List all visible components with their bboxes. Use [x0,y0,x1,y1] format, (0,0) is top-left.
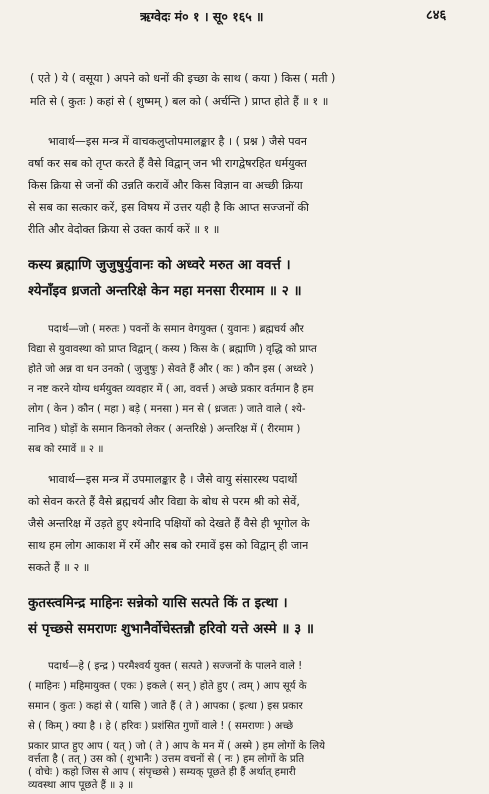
padartha-line: होते जो अन्न वा धन उनको ( जुजुषुः ) सेवते हैं और ( कः ) कौन इस ( अध्वरे ) [28,364,314,375]
padartha-line: व्यवस्था आप पूछते हैं ॥ ३ ॥ [28,780,134,791]
padartha-line: समान ( कुतः ) कहां से ( यासि ) जाते हैं ( ते ) आपका ( इत्था ) इस प्रकार [28,701,303,712]
mantra-line: सं पृच्छसे समराणः शुभानैर्वोचेस्तन्नौ हरिवो यत्ते अस्मे ॥ ३ ॥ [28,621,314,637]
padartha-line: ( वोचेः ) कहो जिस से आप ( संपृच्छसे ) सम्यक् पूछते ही हैं अर्थात् हमारी [28,767,296,778]
padartha-line: विद्या से युवावस्था को प्राप्त विद्वान् ( कस्य ) किस के ( ब्रह्माणि ) वृद्धि को प्राप्त [28,344,317,355]
bhavartha-line: सकते हैं ॥ २ ॥ [28,561,90,574]
padartha-line: ( माहिनः ) महिमायुक्त ( एकः ) इकले ( सन् ) होते हुए ( त्वम् ) आप सूर्य के [28,681,307,692]
bhavartha-line: साथ हम लोग आकाश में रमें और सब को रमावें इस को विद्वान् ही जान [28,539,309,552]
bhavartha-line: वर्षा कर सब को तृप्त करते हैं वैसे विद्वान् जन भी रागद्वेषरहित धर्मयुक्त [28,157,307,170]
padartha-line: वर्त्तता है ( तत् ) उस को ( शुभानैः ) उत्तम वचनों से ( नः ) हम लोगों के प्रति [28,754,305,765]
mantra-line: श्येनाँइव ध्रजतो अन्तरिक्षे केन महा मनसा रीरमाम ॥ २ ॥ [28,283,302,299]
text-line: मति से ( कुतः ) कहां से ( शुष्मम् ) बल को ( अर्चन्ति ) प्राप्त होते हैं ॥ १ ॥ [30,95,329,108]
bhavartha-line: किस क्रिया से जनों की उन्नति करावें और किस विज्ञान वा अच्छी क्रिया [28,179,303,192]
page-number: ८४६ [426,8,447,23]
padartha-line: से ( किम् ) क्या है । हे ( हरिवः ) प्रशंसित गुणों वाले ! ( समराणः ) अच्छे [28,721,294,732]
padartha-line: लोग ( केन ) कौन ( महा ) बड़े ( मनसा ) मन से ( ध्रजतः ) जाते वाले ( श्ये- [28,404,306,415]
bhavartha-line: भावार्थ—इस मन्त्र में उपमालङ्कार है । जैसे वायु संसारस्थ पदार्थों [48,473,298,486]
padartha-line: पदार्थ—जो ( मरुतः ) पवनों के समान वेगयुक्त ( युवानः ) ब्रह्मचर्य और [48,324,304,335]
padartha-line: पदार्थ—हे ( इन्द्र ) परमैश्वर्य युक्त ( सत्पते ) सज्जनों के पालने वाले ! [48,661,303,672]
running-head: ऋग्वेदः मं० १ । सू० १६५ ॥ [140,9,264,24]
bhavartha-line: को सेवन करते हैं वैसे ब्रह्मचर्य और विद्या के बोध से परम श्री को सेवें, [28,495,300,508]
bhavartha-line: जैसे अन्तरिक्ष में उड़ते हुए श्येनादि पक्षियों को देखते हैं वैसे ही भूगोल के [28,517,310,530]
padartha-line: प्रकार प्राप्त हुए आप ( यत् ) जो ( ते ) आप के मन में ( अस्मे ) हम लोगों के लिये [28,741,326,752]
bhavartha-line: से सब का सत्कार करें, इस विषय में उत्तर यही है कि आप्त सज्जनों की [28,201,309,214]
mantra-line: कुतस्त्वमिन्द्र माहिनः सन्नेको यासि सत्पते किं त इत्था । [28,595,288,611]
bhavartha-line: रीति और वेदोक्त क्रिया से उक्त कार्य करें ॥ १ ॥ [28,223,220,236]
bhavartha-line: भावार्थ—इस मन्त्र में वाचकलुप्तोपमालङ्कार है । ( प्रश्न ) जैसे पवन [48,135,307,148]
mantra-line: कस्य ब्रह्माणि जुजुषुर्युवानः को अध्वरे मरुत आ ववर्त्त । [28,257,291,273]
padartha-line: सब को रमावें ॥ २ ॥ [28,444,104,455]
padartha-line: न नष्ट करने योग्य धर्मयुक्त व्यवहार में ( आ, ववर्त्त ) अच्छे प्रकार वर्तमान है हम [28,384,314,395]
text-line: ( एते ) ये ( वसूया ) अपने को धनों की इच्छा के साथ ( कया ) किस ( मती ) [30,72,336,85]
padartha-line: नानिव ) घोड़ों के समान किनको लेकर ( अन्तरिक्षे ) अन्तरिक्ष में ( रीरमाम ) [28,424,301,435]
